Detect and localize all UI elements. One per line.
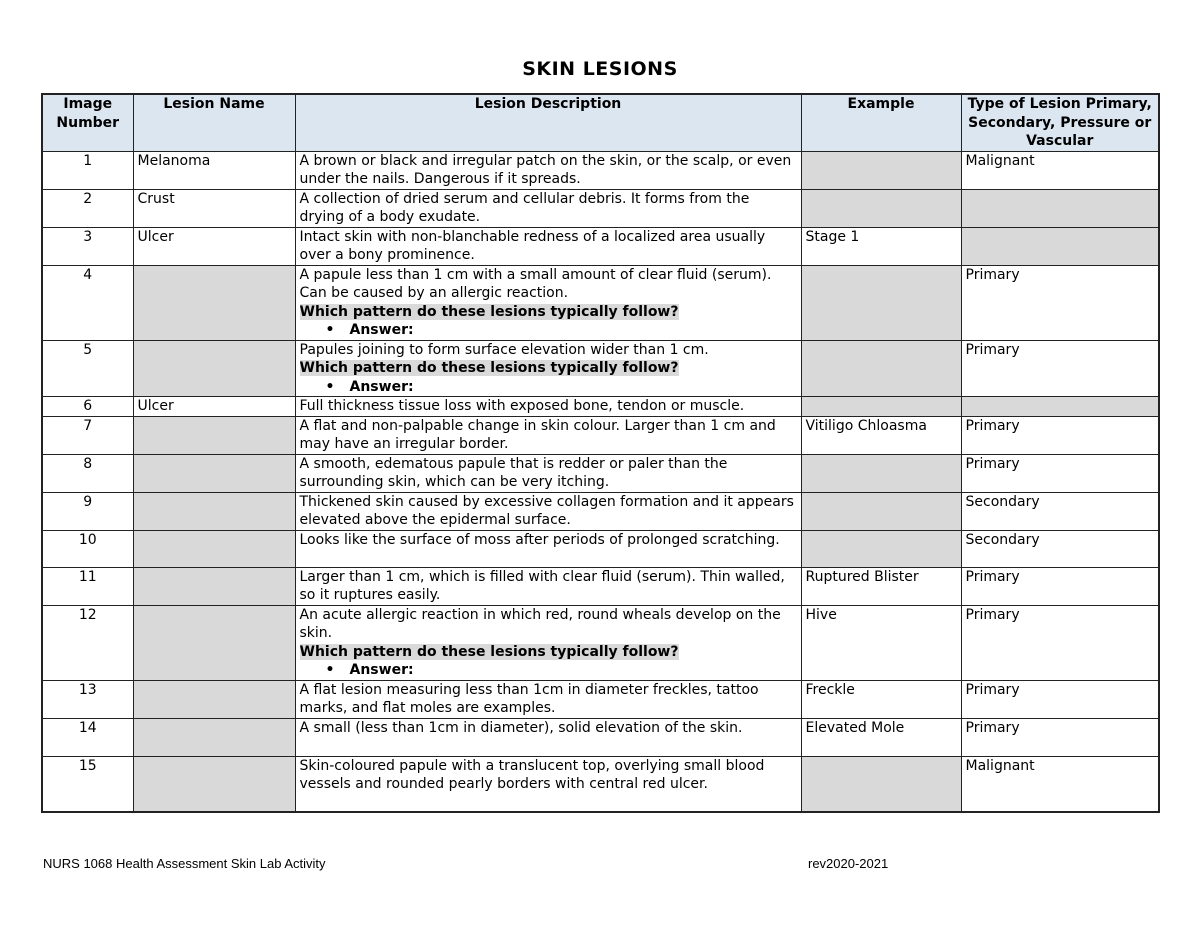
table-row (42, 756, 1159, 812)
cell-lesion-name (133, 718, 295, 756)
document-title: SKIN LESIONS (522, 58, 678, 80)
table-header-row (42, 94, 1159, 151)
skin-lesions-table (41, 93, 1160, 813)
header-lesion-name: Lesion Name (133, 94, 295, 151)
description-text: An acute allergic reaction in which red, round wheals develop on the skin. (299, 606, 781, 641)
cell-image-number: 6 (42, 397, 133, 417)
footer-revision: rev2020-2021 (808, 856, 889, 871)
cell-lesion-description (295, 680, 801, 718)
cell-lesion-name (133, 492, 295, 530)
cell-lesion-name (133, 605, 295, 680)
cell-image-number: 2 (42, 189, 133, 227)
description-text: A collection of dried serum and cellular debris. It forms from the drying of a body exudate. (299, 190, 750, 225)
cell-type-of-lesion: Primary (961, 680, 1159, 718)
cell-example (801, 530, 961, 567)
cell-lesion-name (133, 340, 295, 397)
cell-type-of-lesion: Malignant (961, 756, 1159, 812)
cell-type-of-lesion: Secondary (961, 492, 1159, 530)
table-body (42, 151, 1159, 812)
footer-course: NURS 1068 Health Assessment Skin Lab Activity (43, 856, 326, 871)
cell-type-of-lesion: Primary (961, 340, 1159, 397)
cell-example: Freckle (801, 680, 961, 718)
bullet-icon: • (325, 322, 335, 338)
cell-image-number: 8 (42, 454, 133, 492)
cell-lesion-description (295, 492, 801, 530)
cell-example (801, 454, 961, 492)
table-row (42, 416, 1159, 454)
cell-lesion-description (295, 605, 801, 680)
cell-example: Elevated Mole (801, 718, 961, 756)
cell-image-number: 13 (42, 680, 133, 718)
table-row (42, 340, 1159, 397)
bullet-icon: • (325, 662, 335, 678)
cell-example (801, 397, 961, 417)
cell-lesion-description (295, 397, 801, 417)
pattern-question: Which pattern do these lesions typically follow? (299, 303, 679, 320)
table-row (42, 567, 1159, 605)
cell-image-number: 5 (42, 340, 133, 397)
cell-example (801, 756, 961, 812)
table-row (42, 680, 1159, 718)
description-text: A small (less than 1cm in diameter), solid elevation of the skin. (299, 719, 743, 736)
cell-example: Ruptured Blister (801, 567, 961, 605)
description-text: Thickened skin caused by excessive collagen formation and it appears elevated above the epidermal surface. (299, 493, 794, 528)
cell-example: Vitiligo Chloasma (801, 416, 961, 454)
description-text: A papule less than 1 cm with a small amount of clear fluid (serum). Can be caused by an allergic reaction. (299, 266, 772, 301)
cell-lesion-name (133, 265, 295, 340)
description-text: Papules joining to form surface elevation wider than 1 cm. (299, 341, 709, 358)
description-text: A brown or black and irregular patch on the skin, or the scalp, or even under the nails. Dangerous if it spreads. (299, 152, 792, 187)
answer-label: Answer: (349, 662, 414, 678)
cell-lesion-description (295, 265, 801, 340)
cell-lesion-description (295, 151, 801, 189)
cell-type-of-lesion (961, 397, 1159, 417)
cell-type-of-lesion: Secondary (961, 530, 1159, 567)
cell-lesion-name (133, 567, 295, 605)
cell-lesion-name (133, 454, 295, 492)
cell-image-number: 1 (42, 151, 133, 189)
cell-example (801, 492, 961, 530)
cell-lesion-name (133, 530, 295, 567)
cell-type-of-lesion: Primary (961, 416, 1159, 454)
description-text: A flat and non-palpable change in skin colour. Larger than 1 cm and may have an irregular border. (299, 417, 776, 452)
table-row (42, 718, 1159, 756)
cell-type-of-lesion (961, 189, 1159, 227)
description-text: Full thickness tissue loss with exposed bone, tendon or muscle. (299, 398, 745, 414)
cell-type-of-lesion: Primary (961, 265, 1159, 340)
description-text: Larger than 1 cm, which is filled with clear fluid (serum). Thin walled, so it ruptures easily. (299, 568, 785, 603)
header-lesion-description: Lesion Description (295, 94, 801, 151)
cell-lesion-description (295, 530, 801, 567)
cell-image-number: 4 (42, 265, 133, 340)
cell-lesion-name (133, 756, 295, 812)
answer-label: Answer: (349, 322, 414, 338)
header-type-of-lesion: Type of Lesion Primary, Secondary, Pressure or Vascular (961, 94, 1159, 151)
cell-image-number: 14 (42, 718, 133, 756)
description-text: A smooth, edematous papule that is redder or paler than the surrounding skin, which can be very itching. (299, 455, 728, 490)
table-row (42, 189, 1159, 227)
cell-lesion-name (133, 680, 295, 718)
cell-type-of-lesion (961, 227, 1159, 265)
answer-label: Answer: (349, 378, 414, 395)
cell-example (801, 151, 961, 189)
cell-type-of-lesion: Primary (961, 605, 1159, 680)
cell-image-number: 11 (42, 567, 133, 605)
cell-image-number: 7 (42, 416, 133, 454)
description-text: Skin-coloured papule with a translucent top, overlying small blood vessels and rounded pearly borders with central red ulcer. (299, 757, 765, 792)
cell-lesion-name: Melanoma (133, 151, 295, 189)
cell-image-number: 3 (42, 227, 133, 265)
header-image-number: Image Number (42, 94, 133, 151)
table-row (42, 397, 1159, 417)
cell-lesion-description (295, 227, 801, 265)
pattern-question: Which pattern do these lesions typically follow? (299, 360, 679, 376)
cell-image-number: 15 (42, 756, 133, 812)
table-row (42, 492, 1159, 530)
table-row (42, 265, 1159, 340)
cell-type-of-lesion: Primary (961, 567, 1159, 605)
cell-example (801, 340, 961, 397)
cell-lesion-description (295, 454, 801, 492)
cell-type-of-lesion: Malignant (961, 151, 1159, 189)
cell-example (801, 265, 961, 340)
cell-lesion-name (133, 416, 295, 454)
table-row (42, 227, 1159, 265)
pattern-question: Which pattern do these lesions typically follow? (299, 643, 679, 660)
cell-lesion-description (295, 340, 801, 397)
cell-lesion-name: Ulcer (133, 227, 295, 265)
header-example: Example (801, 94, 961, 151)
description-text: Intact skin with non-blanchable redness of a localized area usually over a bony prominence. (299, 228, 766, 263)
cell-type-of-lesion: Primary (961, 454, 1159, 492)
description-text: A flat lesion measuring less than 1cm in diameter freckles, tattoo marks, and flat moles are examples. (299, 681, 759, 716)
table-row (42, 454, 1159, 492)
table-row (42, 151, 1159, 189)
cell-example (801, 189, 961, 227)
table-row (42, 530, 1159, 567)
cell-type-of-lesion: Primary (961, 718, 1159, 756)
cell-lesion-name: Ulcer (133, 397, 295, 417)
cell-image-number: 10 (42, 530, 133, 567)
table-row (42, 605, 1159, 680)
cell-image-number: 12 (42, 605, 133, 680)
cell-lesion-description (295, 189, 801, 227)
cell-image-number: 9 (42, 492, 133, 530)
description-text: Looks like the surface of moss after periods of prolonged scratching. (299, 531, 780, 548)
bullet-icon: • (325, 378, 335, 395)
cell-lesion-description (295, 718, 801, 756)
cell-example: Stage 1 (801, 227, 961, 265)
cell-lesion-description (295, 416, 801, 454)
cell-lesion-description (295, 756, 801, 812)
cell-example: Hive (801, 605, 961, 680)
cell-lesion-name: Crust (133, 189, 295, 227)
cell-lesion-description (295, 567, 801, 605)
